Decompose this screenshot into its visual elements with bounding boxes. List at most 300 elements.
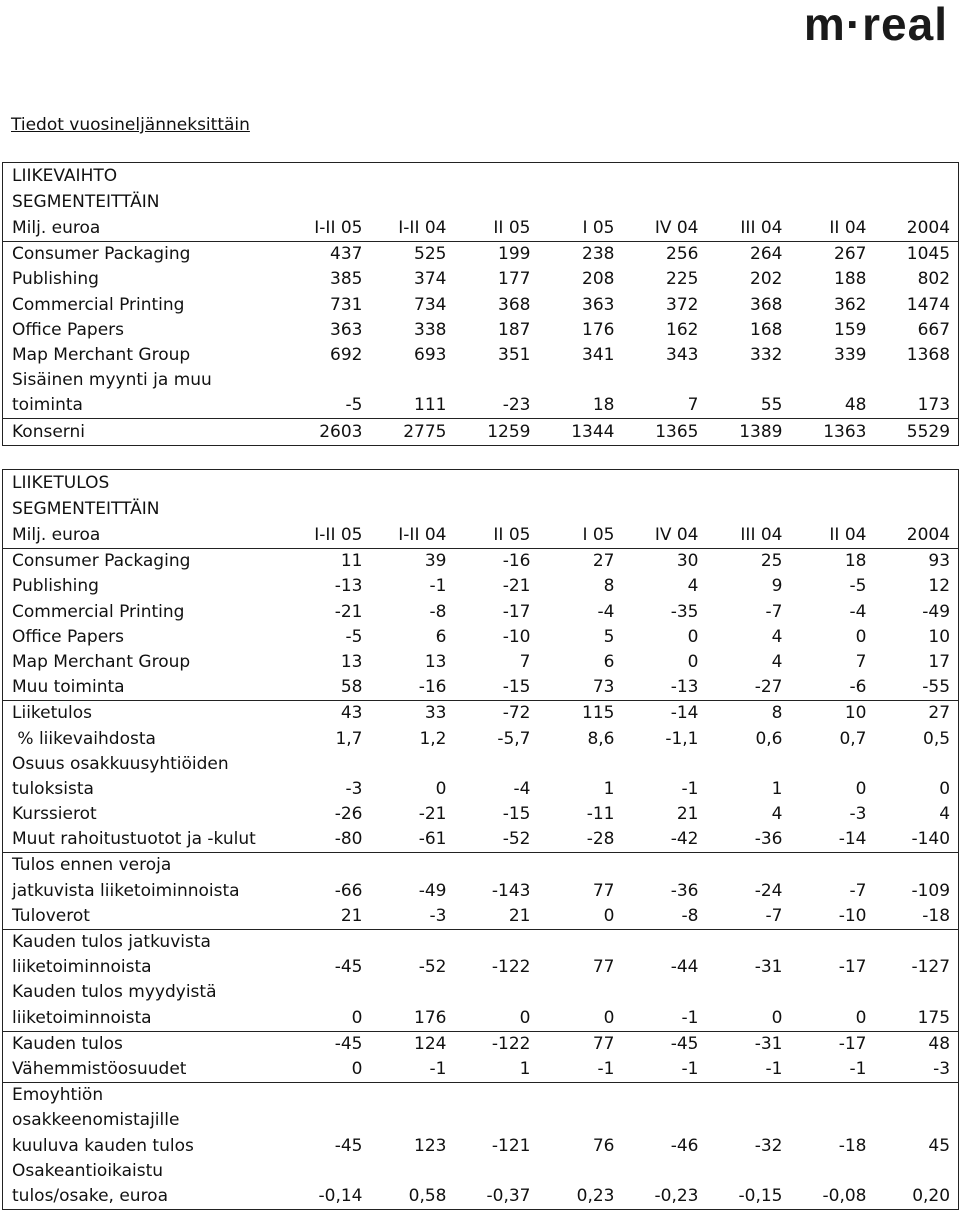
table-row — [3, 904, 959, 930]
cell-value: 6 — [603, 651, 615, 672]
operating-profit-title: LIIKETULOS — [12, 473, 110, 493]
cell-value — [707, 980, 791, 1005]
column-header: II 05 — [455, 215, 539, 242]
cell-value: -7 — [765, 905, 783, 926]
cell-value — [539, 368, 623, 393]
cell-value: -36 — [670, 880, 699, 901]
row-label: Kauden tulos myydyistä — [12, 982, 217, 1003]
cell-value: 124 — [371, 1031, 455, 1057]
table-row — [3, 393, 959, 419]
column-header: II 04 — [791, 522, 875, 549]
cell-value: 238 — [582, 244, 615, 265]
cell-value — [539, 752, 623, 777]
table-row — [3, 955, 959, 980]
cell-value: 33 — [371, 701, 455, 727]
row-label: Muut rahoitustuotot ja -kulut — [12, 829, 256, 850]
cell-value: 0 — [855, 778, 867, 799]
cell-value — [371, 368, 455, 393]
cell-value: -5 — [345, 626, 363, 647]
cell-value: -35 — [670, 601, 699, 622]
row-label: Muu toiminta — [12, 677, 125, 698]
cell-value: -45 — [285, 1031, 371, 1057]
cell-value: 2603 — [285, 419, 371, 445]
operating-profit-by-segment-table — [2, 469, 959, 1210]
cell-value — [539, 1108, 623, 1133]
column-header: IV 04 — [623, 215, 707, 242]
cell-value — [539, 1159, 623, 1184]
table-row — [3, 726, 959, 751]
cell-value: 187 — [498, 319, 531, 340]
cell-value — [539, 853, 623, 879]
cell-value: 362 — [834, 294, 867, 315]
table-row — [3, 777, 959, 802]
cell-value: -1 — [597, 1058, 615, 1079]
cell-value: 1474 — [906, 294, 951, 315]
cell-value — [875, 1082, 959, 1108]
cell-value: 0,7 — [839, 728, 867, 749]
cell-value: 338 — [414, 319, 447, 340]
operating-profit-column-header-row — [3, 522, 959, 549]
cell-value — [707, 1159, 791, 1184]
cell-value: 802 — [917, 269, 951, 290]
cell-value — [455, 1108, 539, 1133]
cell-value: 17 — [928, 651, 951, 672]
cell-value — [707, 368, 791, 393]
cell-value: 734 — [414, 294, 447, 315]
cell-value: -122 — [491, 957, 531, 978]
cell-value — [285, 1082, 371, 1108]
cell-value: 7 — [687, 395, 699, 416]
cell-value: 0 — [771, 1007, 783, 1028]
table-row — [3, 1031, 959, 1057]
cell-value — [285, 368, 371, 393]
cell-value: 8 — [707, 701, 791, 727]
net-sales-by-segment-table — [2, 162, 959, 446]
cell-value: 4 — [771, 804, 783, 825]
cell-value: 45 — [928, 1135, 951, 1156]
table-row — [3, 701, 959, 727]
cell-value: 8,6 — [587, 728, 615, 749]
cell-value: -8 — [429, 601, 447, 622]
cell-value: 77 — [592, 957, 615, 978]
cell-value: -0,08 — [822, 1185, 867, 1206]
cell-value: 0 — [687, 651, 699, 672]
cell-value — [707, 1108, 791, 1133]
cell-value: 73 — [592, 677, 615, 698]
table-row — [3, 980, 959, 1005]
cell-value — [455, 980, 539, 1005]
cell-value — [875, 752, 959, 777]
cell-value: 0 — [435, 778, 447, 799]
cell-value: 188 — [834, 269, 867, 290]
cell-value — [791, 368, 875, 393]
cell-value: -36 — [754, 829, 783, 850]
cell-value: -80 — [334, 829, 363, 850]
table-row — [3, 549, 959, 575]
table-row — [3, 267, 959, 292]
cell-value: 18 — [844, 551, 867, 572]
row-label: osakkeenomistajille — [12, 1110, 180, 1131]
row-label: tuloksista — [12, 778, 94, 799]
cell-value: -1,1 — [665, 728, 699, 749]
cell-value — [285, 1159, 371, 1184]
cell-value: 363 — [330, 319, 363, 340]
cell-value: 0 — [855, 626, 867, 647]
cell-value: 1344 — [539, 419, 623, 445]
column-header: I-II 04 — [371, 215, 455, 242]
cell-value: 175 — [917, 1007, 951, 1028]
cell-value: -109 — [911, 880, 951, 901]
cell-value: 11 — [340, 551, 363, 572]
column-header: I-II 04 — [371, 522, 455, 549]
table-row — [3, 1108, 959, 1133]
column-header: IV 04 — [623, 522, 707, 549]
cell-value: 168 — [750, 319, 783, 340]
cell-value — [623, 1108, 707, 1133]
cell-value: -61 — [418, 829, 447, 850]
cell-value: -27 — [754, 677, 783, 698]
row-label: Consumer Packaging — [12, 244, 191, 265]
table-row — [3, 853, 959, 879]
table-row — [3, 1133, 959, 1158]
cell-value — [875, 929, 959, 955]
table-row — [3, 343, 959, 368]
cell-value: -1 — [681, 1058, 699, 1079]
cell-value: 7 — [855, 651, 867, 672]
row-label: jatkuvista liiketoiminnoista — [12, 880, 240, 901]
cell-value: 437 — [330, 244, 363, 265]
cell-value: 351 — [498, 344, 531, 365]
page-heading: Tiedot vuosineljänneksittäin — [11, 115, 250, 135]
cell-value: -1 — [429, 576, 447, 597]
column-header: II 04 — [791, 215, 875, 242]
cell-value: 1259 — [455, 419, 539, 445]
cell-value: -1 — [681, 778, 699, 799]
cell-value: 525 — [414, 244, 447, 265]
cell-value: -1 — [849, 1058, 867, 1079]
cell-value: 0,5 — [923, 728, 951, 749]
cell-value — [371, 1082, 455, 1108]
cell-value: -49 — [418, 880, 447, 901]
cell-value: 162 — [666, 319, 699, 340]
cell-value: 159 — [834, 319, 867, 340]
cell-value: 8 — [603, 576, 615, 597]
cell-value: 177 — [498, 269, 531, 290]
cell-value: 5 — [603, 626, 615, 647]
cell-value: 173 — [917, 395, 951, 416]
cell-value: 25 — [760, 551, 783, 572]
cell-value: 363 — [582, 294, 615, 315]
row-label: tulos/osake, euroa — [12, 1185, 168, 1206]
cell-value: -13 — [334, 576, 363, 597]
cell-value — [371, 1108, 455, 1133]
net-sales-column-header-row — [3, 215, 959, 242]
cell-value: 48 — [844, 395, 867, 416]
cell-value: 5529 — [875, 419, 959, 445]
cell-value: 0 — [939, 778, 951, 799]
row-label: Vähemmistöosuudet — [12, 1058, 187, 1079]
cell-value: 332 — [750, 344, 783, 365]
cell-value: 731 — [330, 294, 363, 315]
cell-value: -45 — [334, 1135, 363, 1156]
cell-value — [707, 752, 791, 777]
operating-profit-title-row — [3, 496, 959, 522]
table-row — [3, 929, 959, 955]
cell-value — [623, 980, 707, 1005]
cell-value: 58 — [340, 677, 363, 698]
cell-value: -0,23 — [654, 1185, 699, 1206]
net-sales-title-row — [3, 189, 959, 215]
cell-value: 55 — [760, 395, 783, 416]
row-label: Office Papers — [12, 319, 125, 340]
cell-value: -16 — [502, 551, 531, 572]
cell-value: 0,23 — [576, 1185, 615, 1206]
cell-value — [285, 752, 371, 777]
cell-value: -21 — [334, 601, 363, 622]
cell-value: -17 — [791, 1031, 875, 1057]
cell-value: -3 — [345, 778, 363, 799]
cell-value — [791, 929, 875, 955]
cell-value: 1389 — [707, 419, 791, 445]
cell-value: 93 — [928, 551, 951, 572]
row-label: Consumer Packaging — [12, 551, 191, 572]
cell-value — [623, 752, 707, 777]
cell-value: 27 — [875, 701, 959, 727]
row-label: Liiketulos — [3, 701, 285, 727]
cell-value: 6 — [435, 626, 447, 647]
cell-value: -14 — [838, 829, 867, 850]
row-label: Publishing — [12, 269, 99, 290]
cell-value: -45 — [334, 957, 363, 978]
row-label: Osakeantioikaistu — [12, 1160, 164, 1181]
cell-value: -17 — [502, 601, 531, 622]
cell-value: 4 — [939, 804, 951, 825]
row-label: Sisäinen myynti ja muu — [12, 370, 212, 391]
cell-value: 176 — [582, 319, 615, 340]
cell-value — [455, 1082, 539, 1108]
row-label: Tulos ennen veroja — [3, 853, 285, 879]
cell-value: -55 — [922, 677, 951, 698]
cell-value — [539, 929, 623, 955]
cell-value — [707, 1082, 791, 1108]
column-header: 2004 — [875, 522, 959, 549]
cell-value: -1 — [681, 1007, 699, 1028]
row-label: liiketoiminnoista — [12, 957, 152, 978]
cell-value: -5 — [345, 395, 363, 416]
cell-value: 123 — [414, 1135, 447, 1156]
cell-value: 2775 — [371, 419, 455, 445]
cell-value: 0 — [603, 905, 615, 926]
cell-value — [285, 980, 371, 1005]
cell-value: -8 — [681, 905, 699, 926]
row-label: kuuluva kauden tulos — [12, 1135, 194, 1156]
cell-value: 667 — [917, 319, 951, 340]
cell-value: 1,2 — [419, 728, 447, 749]
cell-value: 0 — [855, 1007, 867, 1028]
cell-value — [371, 929, 455, 955]
cell-value: 76 — [592, 1135, 615, 1156]
cell-value: -66 — [334, 880, 363, 901]
column-header: I-II 05 — [285, 215, 371, 242]
cell-value: 1 — [771, 778, 783, 799]
cell-value: -3 — [933, 1058, 951, 1079]
cell-value: -3 — [429, 905, 447, 926]
cell-value: 372 — [666, 294, 699, 315]
cell-value: 368 — [498, 294, 531, 315]
cell-value: -26 — [334, 804, 363, 825]
cell-value: -1 — [765, 1058, 783, 1079]
cell-value: 256 — [666, 244, 699, 265]
column-header: I-II 05 — [285, 522, 371, 549]
table-row — [3, 827, 959, 853]
cell-value: 0,20 — [912, 1185, 951, 1206]
column-header: III 04 — [707, 522, 791, 549]
cell-value: -5 — [849, 576, 867, 597]
cell-value: 374 — [414, 269, 447, 290]
cell-value: -45 — [623, 1031, 707, 1057]
table-row — [3, 292, 959, 317]
table-row — [3, 1082, 959, 1108]
cell-value: -28 — [586, 829, 615, 850]
cell-value — [623, 1159, 707, 1184]
cell-value: 30 — [676, 551, 699, 572]
row-label: Map Merchant Group — [12, 651, 191, 672]
cell-value: -52 — [502, 829, 531, 850]
row-label: Tuloverot — [12, 905, 90, 926]
cell-value: -4 — [597, 601, 615, 622]
row-label: Kauden tulos jatkuvista — [3, 929, 285, 955]
cell-value: 115 — [539, 701, 623, 727]
cell-value: 0 — [351, 1058, 363, 1079]
unit-label: Milj. euroa — [3, 215, 285, 242]
cell-value: -24 — [754, 880, 783, 901]
cell-value — [707, 853, 791, 879]
cell-value: -4 — [513, 778, 531, 799]
cell-value: 176 — [414, 1007, 447, 1028]
cell-value — [875, 980, 959, 1005]
net-sales-title: LIIKEVAIHTO — [12, 166, 118, 186]
row-label: Konserni — [3, 419, 285, 445]
cell-value: -3 — [849, 804, 867, 825]
cell-value: 343 — [666, 344, 699, 365]
unit-label: Milj. euroa — [3, 522, 285, 549]
cell-value: 18 — [592, 395, 615, 416]
cell-value: 48 — [875, 1031, 959, 1057]
operating-profit-title: SEGMENTEITTÄIN — [12, 499, 160, 519]
cell-value: 0,58 — [408, 1185, 447, 1206]
cell-value: -21 — [418, 804, 447, 825]
cell-value — [455, 752, 539, 777]
cell-value — [371, 1159, 455, 1184]
cell-value: 27 — [592, 551, 615, 572]
cell-value: -21 — [502, 576, 531, 597]
cell-value: 7 — [519, 651, 531, 672]
cell-value — [371, 980, 455, 1005]
cell-value: 1 — [519, 1058, 531, 1079]
table-row — [3, 419, 959, 445]
cell-value: -140 — [911, 829, 951, 850]
cell-value: -17 — [838, 957, 867, 978]
cell-value — [791, 1082, 875, 1108]
cell-value — [455, 368, 539, 393]
table-row — [3, 1005, 959, 1031]
cell-value: 1045 — [906, 244, 951, 265]
cell-value: 21 — [508, 905, 531, 926]
cell-value: 77 — [592, 880, 615, 901]
cell-value: 39 — [424, 551, 447, 572]
cell-value: -0,14 — [318, 1185, 363, 1206]
table-row — [3, 650, 959, 675]
cell-value: 341 — [582, 344, 615, 365]
column-header: III 04 — [707, 215, 791, 242]
row-label: Publishing — [12, 576, 99, 597]
net-sales-title: SEGMENTEITTÄIN — [12, 192, 160, 212]
cell-value — [791, 853, 875, 879]
column-header: 2004 — [875, 215, 959, 242]
table-row — [3, 1057, 959, 1083]
cell-value — [539, 980, 623, 1005]
cell-value: 202 — [750, 269, 783, 290]
cell-value: 368 — [750, 294, 783, 315]
cell-value — [791, 1108, 875, 1133]
row-label: Kauden tulos — [3, 1031, 285, 1057]
cell-value: 1368 — [906, 344, 951, 365]
row-label: toiminta — [12, 395, 83, 416]
net-sales-title-row — [3, 163, 959, 190]
cell-value: -44 — [670, 957, 699, 978]
cell-value: 10 — [791, 701, 875, 727]
column-header: II 05 — [455, 522, 539, 549]
row-label: liiketoiminnoista — [12, 1007, 152, 1028]
cell-value: -72 — [455, 701, 539, 727]
cell-value: 199 — [498, 244, 531, 265]
table-row — [3, 752, 959, 777]
cell-value: -15 — [502, 804, 531, 825]
cell-value: -1 — [429, 1058, 447, 1079]
cell-value: -23 — [502, 395, 531, 416]
row-label: Kurssierot — [12, 804, 97, 825]
cell-value — [371, 752, 455, 777]
cell-value: -49 — [922, 601, 951, 622]
cell-value: 13 — [340, 651, 363, 672]
cell-value — [539, 1082, 623, 1108]
table-row — [3, 1159, 959, 1184]
column-header: I 05 — [539, 522, 623, 549]
cell-value: 10 — [928, 626, 951, 647]
cell-value: -11 — [586, 804, 615, 825]
cell-value — [623, 1082, 707, 1108]
cell-value: 1365 — [623, 419, 707, 445]
cell-value: -10 — [502, 626, 531, 647]
cell-value: 1,7 — [335, 728, 363, 749]
cell-value — [285, 929, 371, 955]
cell-value — [875, 853, 959, 879]
company-logo: m·real — [803, 0, 948, 50]
cell-value: -122 — [455, 1031, 539, 1057]
cell-value — [455, 929, 539, 955]
table-row — [3, 878, 959, 903]
cell-value: 4 — [687, 576, 699, 597]
cell-value: -18 — [838, 1135, 867, 1156]
cell-value — [791, 980, 875, 1005]
cell-value — [875, 1159, 959, 1184]
cell-value — [623, 853, 707, 879]
cell-value: 0 — [687, 626, 699, 647]
cell-value — [455, 853, 539, 879]
cell-value: -7 — [849, 880, 867, 901]
cell-value: -0,15 — [738, 1185, 783, 1206]
cell-value: -7 — [765, 601, 783, 622]
